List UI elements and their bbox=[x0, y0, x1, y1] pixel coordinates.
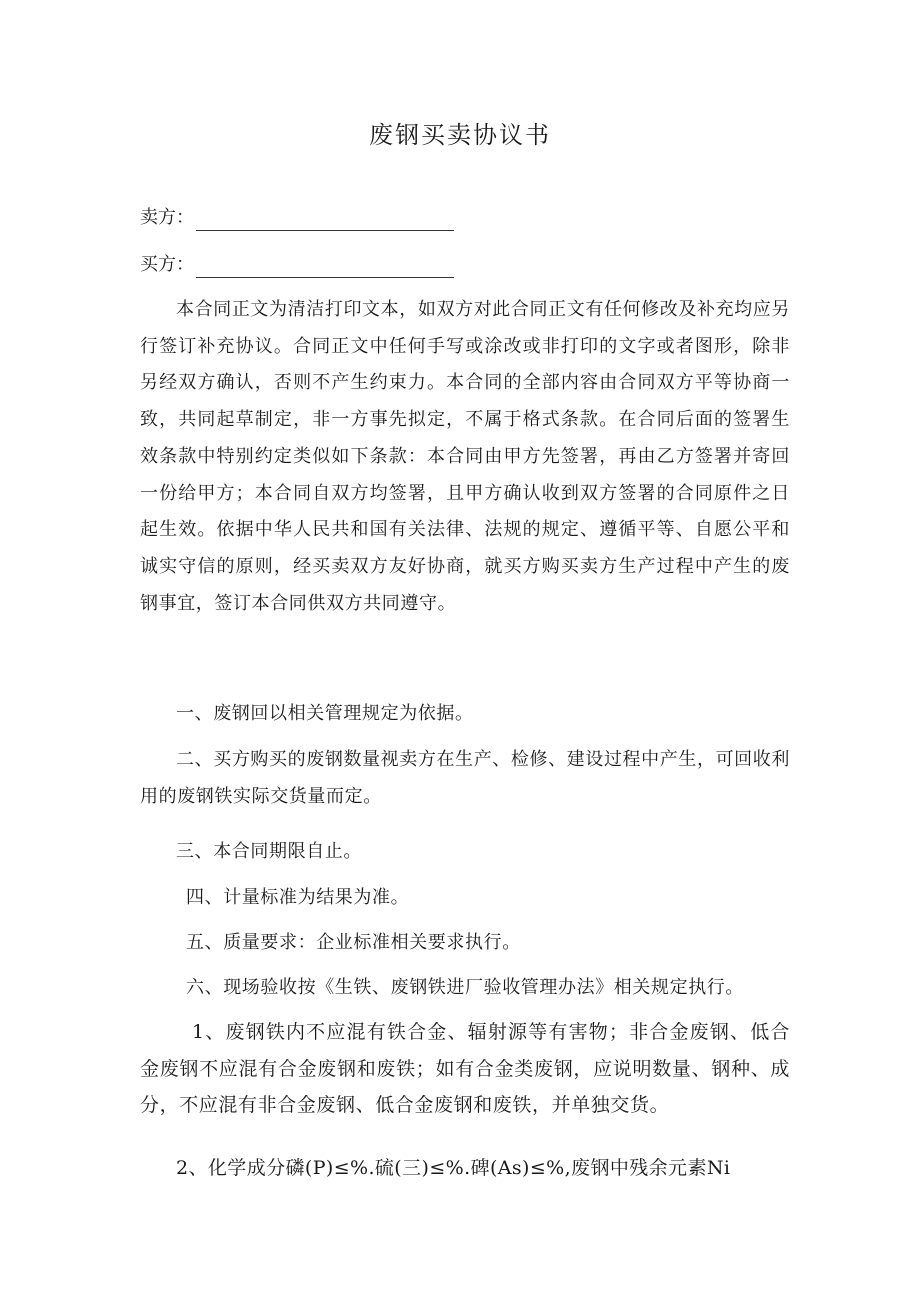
clause-6-item-1: 1、废钢铁内不应混有铁合金、辐射源等有害物；非合金废钢、低合金废钢不应混有合金废钢和废铁；如有合金类废钢，应说明数量、钢种、成分，不应混有非合金废钢、低合金废钢和废铁，并单独交货。 bbox=[140, 1021, 790, 1117]
clause-6-item-2: 2、化学成分磷(P)≤%.硫(三)≤%.碑(As)≤%,废钢中残余元素Ni bbox=[176, 1157, 731, 1179]
clause-3: 三、本合同期限自止。 bbox=[176, 841, 362, 862]
buyer-field bbox=[140, 252, 454, 278]
seller-field bbox=[140, 205, 454, 231]
clause-5: 五、质量要求：企业标准相关要求执行。 bbox=[186, 932, 521, 953]
preamble-paragraph: 本合同正文为清洁打印文本，如双方对此合同正文有任何修改及补充均应另行签订补充协议。合同正文中任何手写或涂改或非打印的文字或者图形，除非另经双方确认，否则不产生约束力。本合同的全部内容由合同双方平等协商一致，共同起草制定，非一方事先拟定，不属于格式条款。在合同后面的签署生效条款中特别约定类似如下条款：本合同由甲方先签署，再由乙方签署并寄回一份给甲方；本合同自双方均签署，且甲方确认收到双方签署的合同原件之日起生效。依据中华人民共和国有关法律、法规的规定、遵循平等、自愿公平和诚实守信的原则，经买卖双方友好协商，就买方购买卖方生产过程中产生的废钢事宜，签订本合同供双方共同遵守。 bbox=[140, 299, 790, 614]
clause-6: 六、现场验收按《生铁、废钢铁进厂验收管理办法》相关规定执行。 bbox=[186, 977, 744, 998]
document-title: 废钢买卖协议书 bbox=[369, 121, 551, 149]
buyer-label: 买方： bbox=[140, 254, 194, 275]
buyer-blank-line bbox=[196, 257, 454, 278]
seller-label: 卖方： bbox=[140, 207, 194, 228]
clause-4: 四、计量标准为结果为准。 bbox=[186, 887, 410, 908]
seller-blank-line bbox=[196, 210, 454, 231]
clause-2: 二、买方购买的废钢数量视卖方在生产、检修、建设过程中产生，可回收利用的废钢铁实际交货量而定。 bbox=[140, 749, 790, 807]
clause-1: 一、废钢回以相关管理规定为依据。 bbox=[176, 703, 474, 724]
